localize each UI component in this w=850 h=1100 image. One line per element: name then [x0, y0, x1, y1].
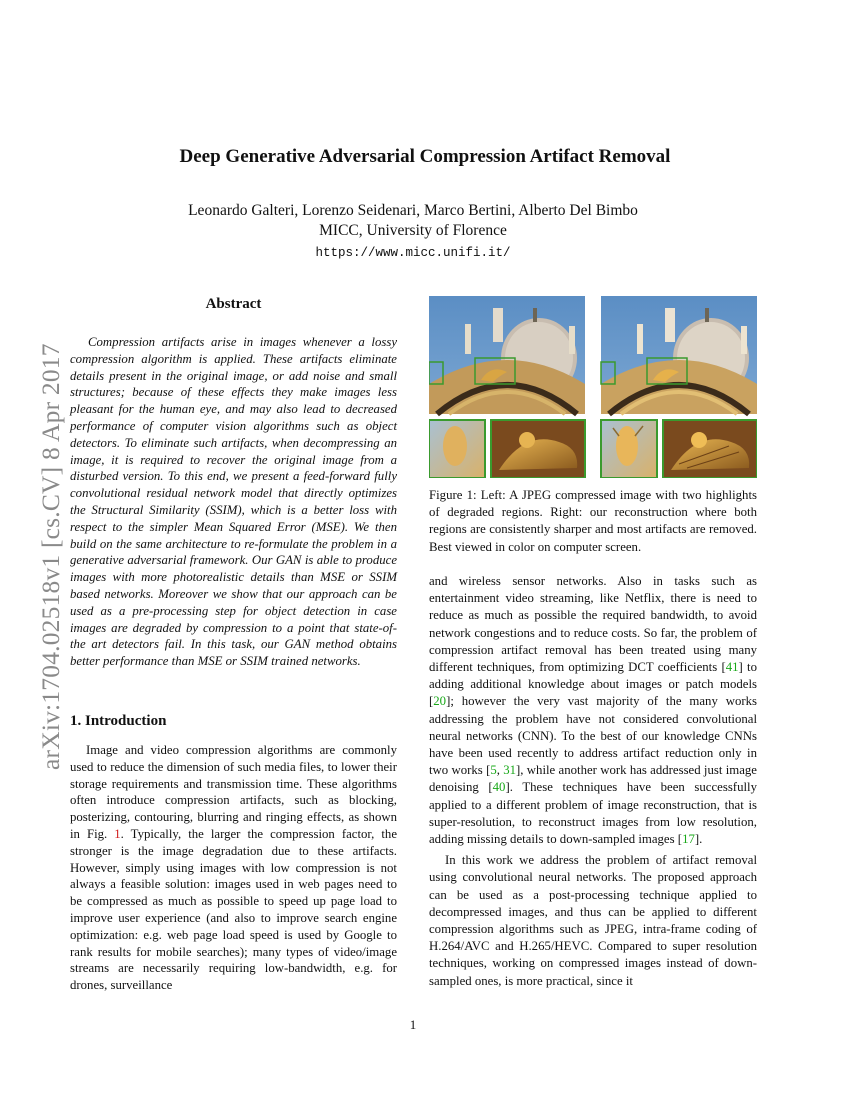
reconstructed-image — [601, 296, 757, 414]
reconstructed-crop-lion — [663, 420, 757, 478]
compressed-crop-statue — [429, 420, 485, 478]
figure-caption: Figure 1: Left: A JPEG compressed image with two highlights of degraded regions. Right: our reconstruction where both regions are consistently sharper and most artifacts are removed. Best viewed in color on computer screen. — [429, 488, 757, 554]
figure-reference-link[interactable]: 1 — [114, 826, 121, 841]
body-text: ], while another work has addressed just image denoising [ — [429, 763, 757, 795]
body-text: ]. — [694, 832, 703, 847]
abstract-heading: Abstract — [205, 296, 262, 312]
affiliation-url[interactable]: https://www.micc.unifi.it/ — [315, 246, 511, 260]
arxiv-identifier — [16, 300, 65, 770]
compressed-crop-lion — [491, 420, 585, 478]
intro-text: Image and video compression algorithms are commonly used to reduce the dimension of such media files, to lower their storage requirements and transmission time. These algorithms often introduce compression artifacts, such as blocking, posterizing, contouring, blurring and ringing effects, as shown in Fig. — [70, 743, 397, 841]
body-text: ] to adding additional knowledge about images or patch models [ — [429, 660, 757, 709]
body-text: and wireless sensor networks. Also in tasks such as entertainment video streaming, like Netflix, there is need to reduce as much as possible the required bandwidth, to avoid network congestions and to reduce costs. So far, the problem of compression artifact removal has been treated using many different techniques, from optimizing DCT coefficients [ — [429, 574, 757, 675]
affiliation: MICC, University of Florence — [319, 222, 507, 239]
arxiv-id-text: arXiv:1704.02518v1 [cs.CV] 8 Apr 2017 — [36, 343, 65, 770]
body-paragraph — [429, 573, 757, 848]
citation-link[interactable]: 31 — [503, 763, 517, 778]
introduction-paragraph — [70, 742, 397, 994]
intro-text: . Typically, the larger the compression factor, the stronger is the image degradation due to these artifacts. However, simply using images with low compression is not always a feasible solution: images used in web pages need to be compressed as much as possible to speed up page load to improve user experience (and also to improve search engine optimization: e.g. web page load speed is used by Google to rank results for mobile searches); many types of video/image streams are necessarily requiring low-bandwidth, e.g. for drones, surveillance — [70, 826, 397, 993]
author-block — [0, 201, 826, 263]
body-text: ]; however the very vast majority of the many works addressing the problem have not considered convolutional neural networks (CNN). To the best of our knowledge CNNs have been used recently to address artifact reduction only in two works [ — [429, 694, 757, 778]
citation-link[interactable]: 5 — [490, 763, 497, 778]
body-text: , — [496, 763, 504, 778]
reconstructed-crop-statue — [601, 420, 657, 478]
body-text: ]. These techniques have been successfully applied to a different problem of image reconstruction, that is super-resolution, to reconstruct images from low resolution, adding missing details to down-sampled images [ — [429, 780, 757, 847]
paper-title: Deep Generative Adversarial Compression Artifact Removal — [179, 146, 671, 167]
right-column-body — [429, 573, 757, 990]
body-paragraph: In this work we address the problem of artifact removal using convolutional neural networks. The proposed approach can be used as a post-processing technique applied to decompressed images, and thus can be applied to different compression algorithms such as JPEG, intra-frame coding of H.264/AVC and H.265/HEVC. Compared to super resolution techniques, working on compressed images instead of down-sampled ones, is more practical, since it — [429, 853, 757, 988]
abstract-text: Compression artifacts arise in images whenever a lossy compression algorithm is applied. These artifacts eliminate details present in the original image, or add noise and small structures; because of these effects they make images less pleasant for the human eye, and may also lead to decreased performance of computer vision algorithms such as object detectors. To eliminate such artifacts, when decompressing an image, it is required to recover the original image from a disturbed version. To this end, we present a feed-forward fully convolutional residual network model that directly optimizes the Structural Similarity (SSIM), which is a better loss with respect to the simpler Mean Squared Error (MSE). We then build on the same architecture to re-formulate the problem in a generative adversarial framework. Our GAN is able to produce images with more photorealistic details than MSE or SSIM based networks. Moreover we show that our approach can be used as a pre-processing step for object detection in case images are degraded by compression to a point that state-of-the art detectors fail. In this task, our GAN method obtains better performance than MSE or SSIM trained networks. — [70, 335, 397, 669]
section-heading-introduction: 1. Introduction — [70, 713, 167, 729]
author-list: Leonardo Galteri, Lorenzo Seidenari, Marco Bertini, Alberto Del Bimbo — [188, 202, 638, 219]
citation-link[interactable]: 20 — [433, 694, 447, 709]
citation-link[interactable]: 17 — [682, 832, 695, 847]
citation-link[interactable]: 40 — [492, 780, 506, 795]
page-number: 1 — [409, 1017, 417, 1032]
citation-link[interactable]: 41 — [725, 660, 739, 675]
compressed-image — [429, 296, 585, 414]
figure-1 — [429, 296, 757, 478]
introduction-body — [70, 742, 397, 994]
